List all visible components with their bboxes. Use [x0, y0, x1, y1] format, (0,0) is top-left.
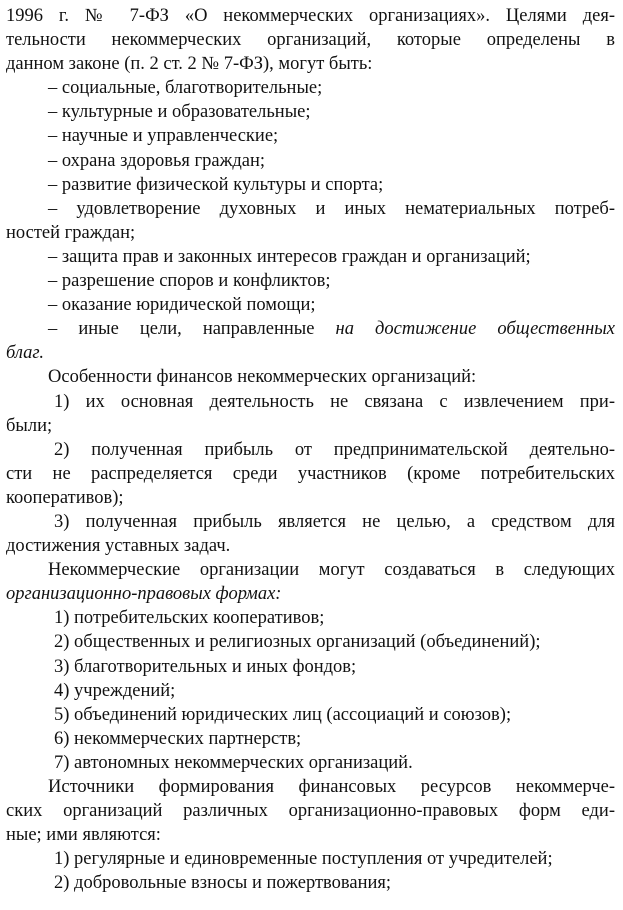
goal-item-1: – социальные, благотворительные; — [48, 78, 323, 99]
form-item-6: 6) некоммерческих партнерств; — [54, 728, 302, 749]
sources-line-1: Источники формирования финансовых ресурсов некоммерче- — [48, 777, 615, 797]
form-item-7: 7) автономных некоммерческих организаций. — [54, 752, 413, 773]
intro-line-1: 1996 г. № 7-ФЗ «О некоммерческих организациях». Целями дея- — [6, 6, 615, 26]
form-item-5: 5) объединений юридических лиц (ассоциаций и союзов); — [54, 704, 512, 725]
goal-item-3: – научные и управленческие; — [48, 126, 279, 147]
form-item-3: 3) благотворительных и иных фондов; — [54, 656, 357, 677]
goal-item-6-cont: ностей граждан; — [6, 222, 136, 243]
goal-item-4: – охрана здоровья граждан; — [48, 150, 266, 171]
feature-1: 1) их основная деятельность не связана с извлечением при- — [54, 391, 615, 412]
form-item-1: 1) потребительских кооперативов; — [54, 608, 325, 629]
goal-item-6: – удовлетворение духовных и иных нематериальных потреб- — [48, 198, 615, 219]
feature-1-cont: были; — [6, 415, 53, 436]
goal-item-9: – оказание юридической помощи; — [48, 295, 316, 316]
sources-line-2: ских организаций различных организационно-правовых форм еди- — [6, 801, 615, 822]
features-heading: Особенности финансов некоммерческих организаций: — [48, 367, 477, 388]
feature-3-cont: достижения уставных задач. — [6, 536, 231, 557]
goal-item-10-italic: на достижение общественных — [335, 319, 615, 340]
form-item-4: 4) учреждений; — [54, 680, 176, 701]
source-item-1: 1) регулярные и единовременные поступления от учредителей; — [54, 849, 553, 870]
forms-heading: Некоммерческие организации могут создаваться в следующих — [48, 560, 615, 581]
goal-item-10-plain: – иные цели, направленные — [48, 319, 336, 340]
goal-item-2: – культурные и образовательные; — [48, 102, 311, 123]
feature-2-cont: сти не распределяется среди участников (кроме потребительских — [6, 463, 615, 484]
intro-line-2: тельности некоммерческих организаций, которые определены в — [6, 30, 615, 51]
feature-2: 2) полученная прибыль от предпринимательской деятельно- — [54, 439, 615, 460]
goal-item-10-cont: благ. — [6, 343, 44, 364]
feature-3: 3) полученная прибыль является не целью, а средством для — [54, 511, 615, 532]
feature-2-cont-2: кооперативов); — [6, 487, 124, 508]
goal-item-5: – развитие физической культуры и спорта; — [48, 174, 384, 195]
intro-line-3: данном законе (п. 2 ст. 2 № 7-ФЗ), могут быть: — [6, 54, 373, 75]
forms-heading-italic: организационно-правовых формах: — [6, 584, 282, 605]
form-item-2: 2) общественных и религиозных организаций (объединений); — [54, 632, 541, 653]
goal-item-10 — [6, 317, 615, 341]
goal-item-8: – разрешение споров и конфликтов; — [48, 271, 331, 292]
goal-item-7: – защита прав и законных интересов граждан и организаций; — [48, 246, 531, 267]
source-item-2: 2) добровольные взносы и пожертвования; — [54, 873, 392, 894]
sources-line-3: ные; ими являются: — [6, 825, 161, 846]
